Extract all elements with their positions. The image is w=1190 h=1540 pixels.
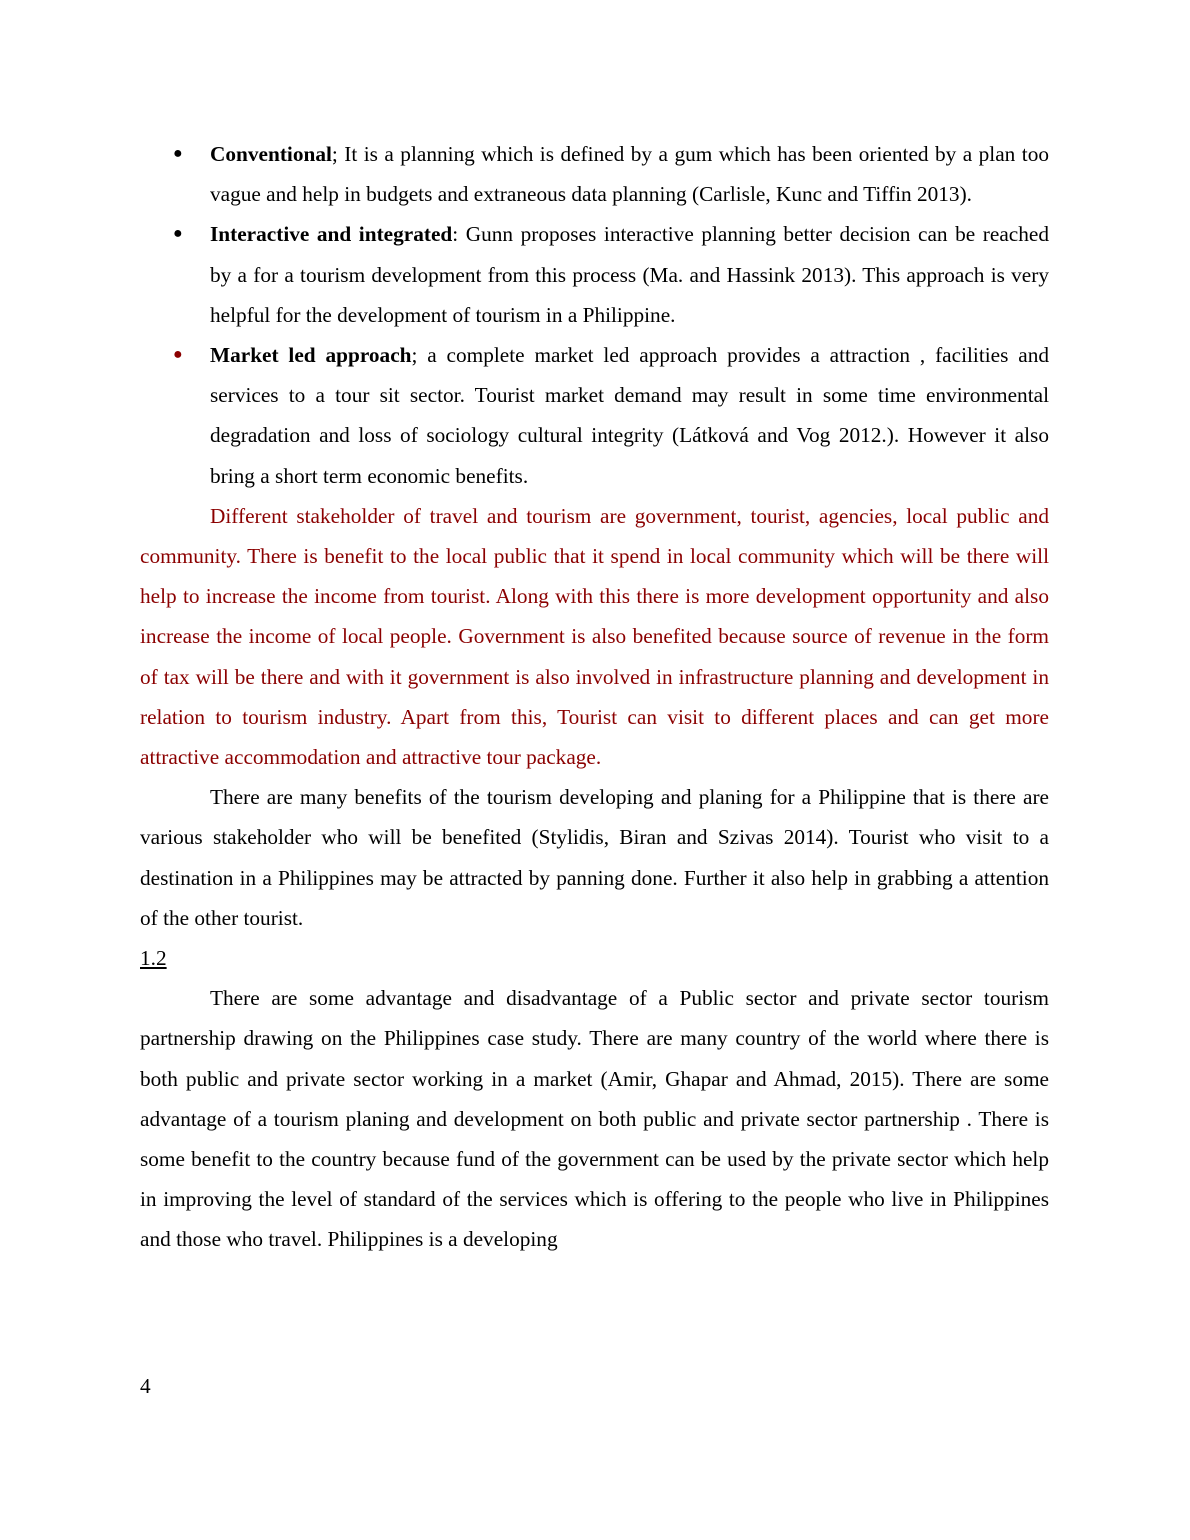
bullet-icon: ● bbox=[173, 145, 183, 162]
bullet-title: Market led approach bbox=[210, 343, 412, 368]
bullet-text: It is a planning which is defined by a gum which has been oriented by a plan too vague and help in budgets and extraneous data planning (Carlisle, Kunc and Tiffin 2013). bbox=[210, 142, 1049, 207]
bullet-text: a complete market led approach provides a attraction , facilities and services to a tour sit sector. Tourist market demand may result in some time environmental degradation and loss of sociology cultural integrity (Látková and Vog 2012.). However it also bring a short term economic benefits. bbox=[210, 343, 1050, 488]
bullet-title: Conventional bbox=[210, 142, 332, 166]
bullet-conventional: ● Conventional; It is a planning which is defined by a gum which has been oriented by a plan too vague and help in budgets and extraneous data planning (Carlisle, Kunc and Tiffin 2013). bbox=[140, 134, 1049, 214]
bullet-text: Gunn proposes interactive planning better decision can be reached by a for a tourism development from this process (Ma. and Hassink 2013). This approach is very helpful for the development of tourism in a Philippine. bbox=[210, 222, 1049, 327]
bullet-icon: ● bbox=[173, 346, 183, 364]
page-number: 4 bbox=[140, 1374, 151, 1398]
bullet-title: Interactive and integrated bbox=[210, 222, 453, 247]
bullet-market-led: ● Market led approach; a complete market led approach provides a attraction , facilities and services to a tour sit sector. Tourist market demand may result in some time environmental degradation and loss of sociology cultural integrity (Látková and Vog 2012.). However it also bring a short term economic benefits. bbox=[140, 335, 1049, 496]
paragraph-benefits: There are many benefits of the tourism developing and planing for a Philippine that is there are various stakeholder who will be benefited (Stylidis, Biran and Szivas 2014). Tourist who visit to a destination in a Philippines may be attracted by panning done. Further it also help in grabbing a attention of the other tourist. bbox=[140, 785, 1049, 930]
document-body bbox=[140, 134, 1049, 1260]
bullet-icon: ● bbox=[173, 225, 183, 243]
paragraph-partnership: There are some advantage and disadvantage of a Public sector and private sector tourism partnership drawing on the Philippines case study. There are many country of the world where there is both public and private sector working in a market (Amir, Ghapar and Ahmad, 2015). There are some advantage of a tourism planing and development on both public and private sector partnership . There is some benefit to the country because fund of the government can be used by the private sector which help in improving the level of standard of the services which is offering to the people who live in Philippines and those who travel. Philippines is a developing bbox=[140, 986, 1049, 1252]
section-heading: 1.2 bbox=[140, 946, 167, 971]
bullet-interactive: ● Interactive and integrated: Gunn proposes interactive planning better decision can be reached by a for a tourism development from this process (Ma. and Hassink 2013). This approach is very helpful for the development of tourism in a Philippine. bbox=[140, 214, 1049, 335]
paragraph-stakeholders: Different stakeholder of travel and tourism are government, tourist, agencies, local public and community. There is benefit to the local public that it spend in local community which will be there will help to increase the income from tourist. Along with this there is more development opportunity and also increase the income of local people. Government is also benefited because source of revenue in the form of tax will be there and with it government is also involved in infrastructure planning and development in relation to tourism industry. Apart from this, Tourist can visit to different places and can get more attractive accommodation and attractive tour package. bbox=[140, 503, 1049, 770]
